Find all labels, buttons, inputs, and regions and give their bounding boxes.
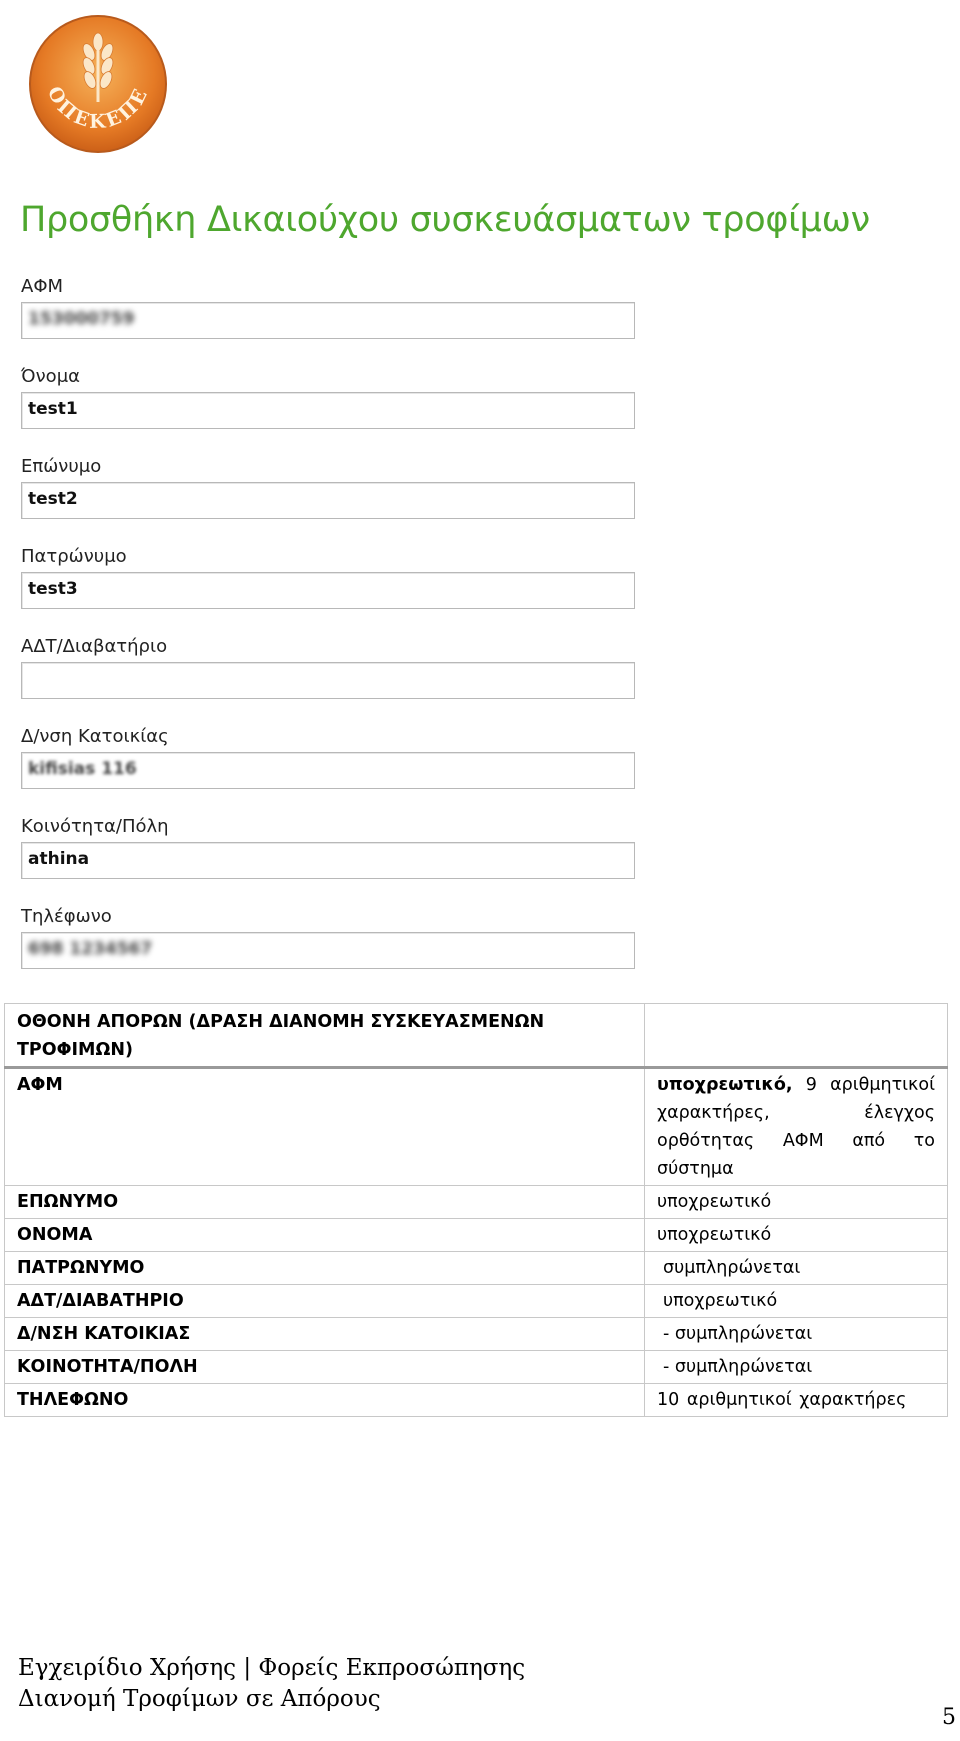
fathers-name-input[interactable]: test3: [21, 572, 635, 609]
table-field-desc: 10 αριθμητικοί χαρακτήρες: [645, 1384, 948, 1417]
table-field-desc: - συμπληρώνεται: [645, 1318, 948, 1351]
footer-manual-title: Εγχειρίδιο Χρήσης | Φορείς Εκπροσώπησης: [18, 1655, 526, 1681]
id-passport-input[interactable]: [21, 662, 635, 699]
footer-subtitle: Διανομή Τροφίμων σε Απόρους: [18, 1686, 381, 1712]
table-row: [5, 1186, 948, 1219]
table-row: [5, 1068, 948, 1186]
field-spec-table: [4, 1003, 948, 1417]
city-label: Κοινότητα/Πόλη: [21, 816, 169, 837]
id-passport-label: ΑΔΤ/Διαβατήριο: [21, 636, 168, 657]
table-field-desc: υποχρεωτικό: [645, 1285, 948, 1318]
table-field-desc: υποχρεωτικό: [645, 1219, 948, 1252]
table-field-name: ΑΦΜ: [5, 1068, 645, 1186]
table-field-desc: υποχρεωτικό: [645, 1186, 948, 1219]
last-name-input[interactable]: test2: [21, 482, 635, 519]
afm-input[interactable]: 153000759: [21, 302, 635, 339]
table-row: [5, 1351, 948, 1384]
table-field-name: ΚΟΙΝΟΤΗΤΑ/ΠΟΛΗ: [5, 1351, 645, 1384]
table-row: [5, 1252, 948, 1285]
table-field-name: ΑΔΤ/ΔΙΑΒΑΤΗΡΙΟ: [5, 1285, 645, 1318]
opekepe-logo: [26, 12, 170, 156]
page-number: 5: [942, 1705, 956, 1730]
address-input[interactable]: kifisias 116: [21, 752, 635, 789]
table-field-name: ΕΠΩΝΥΜΟ: [5, 1186, 645, 1219]
table-field-desc: υποχρεωτικό, 9 αριθμητικοί χαρακτήρες, έλεγχος ορθότητας ΑΦΜ από το σύστημα: [645, 1068, 948, 1186]
first-name-label: Όνομα: [21, 366, 81, 387]
table-row: [5, 1318, 948, 1351]
last-name-label: Επώνυμο: [21, 456, 102, 477]
svg-text:ΟΠΕΚΕΠΕ: ΟΠΕΚΕΠΕ: [42, 82, 154, 133]
table-header-row: [5, 1004, 948, 1068]
form-title: Προσθήκη Δικαιούχου συσκευάσματων τροφίμων: [20, 200, 870, 240]
fathers-name-label: Πατρώνυμο: [21, 546, 127, 567]
table-field-desc: - συμπληρώνεται: [645, 1351, 948, 1384]
phone-label: Τηλέφωνο: [21, 906, 112, 927]
table-header-title: ΟΘΟΝΗ ΑΠΟΡΩΝ (ΔΡΑΣΗ ΔΙΑΝΟΜΗ ΣΥΣΚΕΥΑΣΜΕΝΩΝ ΤΡΟΦΙΜΩΝ): [5, 1004, 645, 1068]
table-row: [5, 1285, 948, 1318]
table-field-name: Δ/ΝΣΗ ΚΑΤΟΙΚΙΑΣ: [5, 1318, 645, 1351]
phone-input[interactable]: 698 1234567: [21, 932, 635, 969]
afm-label: ΑΦΜ: [21, 276, 64, 297]
table-field-name: ΠΑΤΡΩΝΥΜΟ: [5, 1252, 645, 1285]
table-field-desc: συμπληρώνεται: [645, 1252, 948, 1285]
city-input[interactable]: athina: [21, 842, 635, 879]
first-name-input[interactable]: test1: [21, 392, 635, 429]
table-row: [5, 1384, 948, 1417]
table-row: [5, 1219, 948, 1252]
address-label: Δ/νση Κατοικίας: [21, 726, 169, 747]
table-field-name: ΤΗΛΕΦΩΝΟ: [5, 1384, 645, 1417]
table-header-empty: [645, 1004, 948, 1068]
table-field-name: ΟΝΟΜΑ: [5, 1219, 645, 1252]
